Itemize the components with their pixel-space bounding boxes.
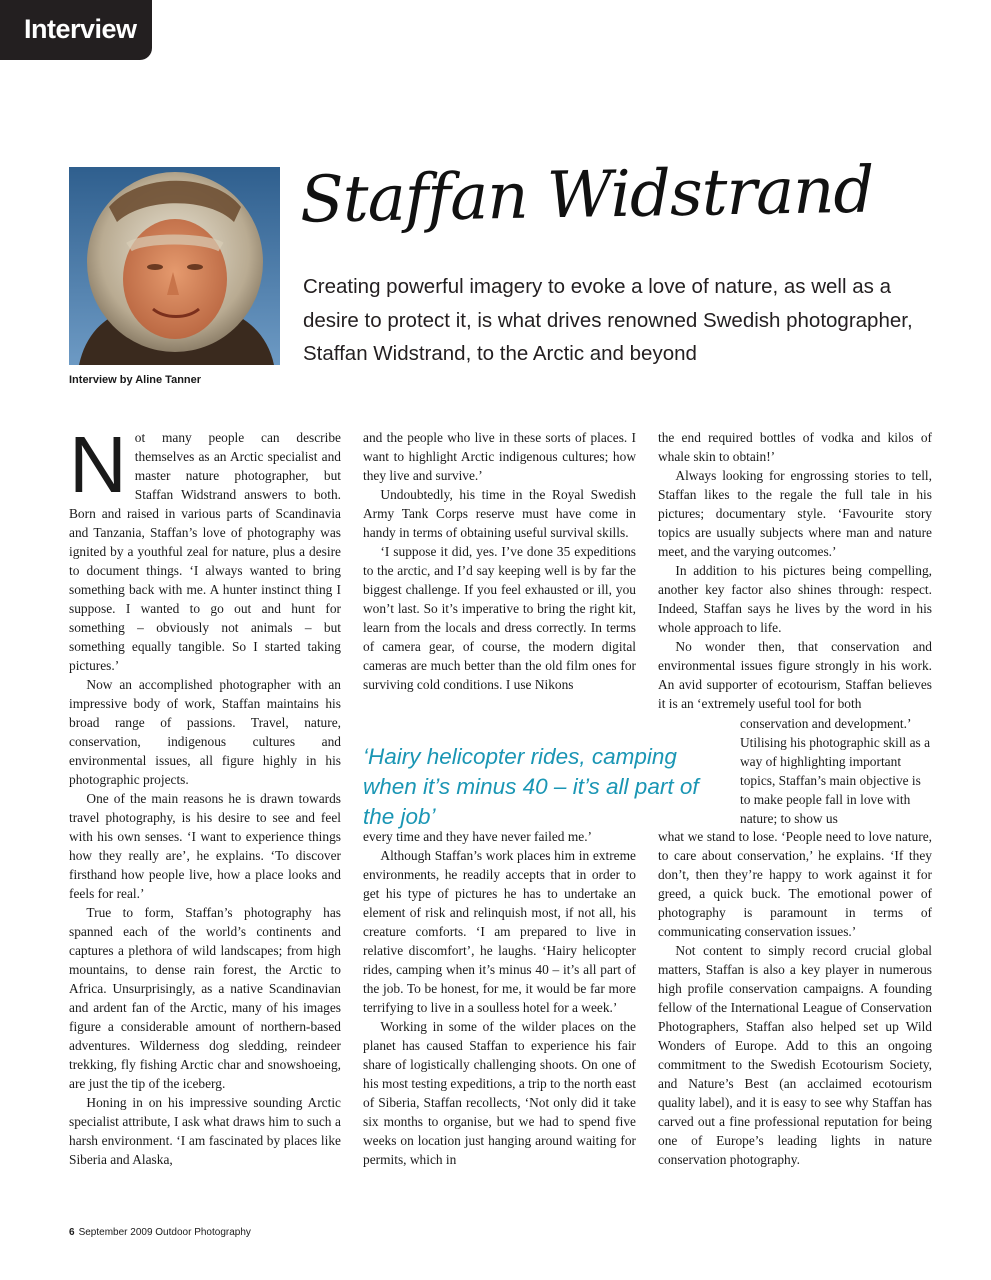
paragraph: One of the main reasons he is drawn towards travel photography, is his desire to see and feel with his own senses. ‘I want to experience things how they really are’, he explains. ‘To discover firsthand how people live, how a place looks and feels for real.’ [69,791,341,901]
paragraph: Undoubtedly, his time in the Royal Swedish Army Tank Corps reserve must have come in handy in terms of obtaining useful survival skills. [363,487,636,540]
paragraph: True to form, Staffan’s photography has spanned each of the world’s continents and captures a plethora of wild landscapes; from high mountains, to dense rain forest, the Arctic to Africa. Unsurprisingly, as a native Scandinavian and ardent fan of the Arctic, many of his images figure a considerable amount of northern-based adventures. Wilderness dog sledding, reindeer trekking, fly fishing Arctic char and snowshoeing, are just the tip of the iceberg. [69,905,341,1091]
portrait-photo [69,167,280,365]
column-2-top [363,428,636,728]
paragraph: the end required bottles of vodka and kilos of whale skin to obtain!’ [658,430,932,464]
paragraph [69,420,341,675]
paragraph: Always looking for engrossing stories to tell, Staffan likes to the regale the full tale in his pictures; documentary style. ‘Favourite story topics are usually subjects where man and nature meet, and the varying outcomes.’ [658,468,932,559]
section-tab-label: Interview [24,14,137,44]
drop-cap: N [69,420,127,509]
column-3-bottom [658,827,932,1187]
column-3-top [658,428,932,711]
paragraph: Working in some of the wilder places on the planet has caused Staffan to experience his fair share of logistically challenging shoots. On one of his most testing expeditions, a trip to the north east of Siberia, Staffan recollects, ‘Not only did it take six months to organise, but we had to spend five weeks on location just hanging around waiting for permits, which in [363,1019,636,1167]
section-tab [0,0,152,60]
paragraph-text: ot many people can describe themselves as an Arctic specialist and master nature photographer, but Staffan Widstrand answers to both. Born and raised in various parts of Scandinavia and Tanzania, Staffan’s love of photography was ignited by a youthful zeal for nature, plus a desire to document things. ‘I always wanted to bring something back with me. A hunter instinct thing I suppose. I wanted to go out and hunt for something – obviously not animals – but something equally tangible. So I started taking pictures.’ [69,430,341,673]
paragraph: ‘I suppose it did, yes. I’ve done 35 expeditions to the arctic, and I’d say keeping well is by far the biggest challenge. If you feel exhausted or ill, you won’t last. So it’s imperative to bring the right kit, learn from the locals and dress correctly. In terms of camera gear, of course, the modern digital cameras are much better than the old film ones for surviving cold conditions. I use Nikons [363,544,636,692]
column-3-wrapped-text: conservation and development.’ Utilising his photographic skill as a way of highlighting important topics, Staffan’s main objective is to make people fall in love with nature; to show us [740,716,931,826]
column-2-bottom [363,827,636,1187]
paragraph: what we stand to lose. ‘People need to love nature, to care about conservation,’ he explains. ‘If they don’t, then they’re happy to work against it for greed, a quick buck. The emotional power of photography is paramount in terms of communicating conservation issues.’ [658,829,932,939]
paragraph: Not content to simply record crucial global matters, Staffan is also a key player in numerous high profile conservation campaigns. A founding fellow of the International League of Conservation Photographers, Staffan also helped set up Wild Wonders of Europe. Add to this an ongoing commitment to the Swedish Ecotourism Society, and Nature’s Best (an acclaimed ecotourism quality label), and it is easy to see why Staffan has carved out a fine professional reputation for being one of Europe’s leading lights in nature conservation photography. [658,943,932,1167]
paragraph: No wonder then, that conservation and environmental issues figure strongly in his work. An avid supporter of ecotourism, Staffan believes it is an ‘extremely useful tool for both [658,639,932,711]
pull-quote: ‘Hairy helicopter rides, camping when it’s minus 40 – it’s all part of the job’ [363,744,699,829]
paragraph: and the people who live in these sorts of places. I want to highlight Arctic indigenous cultures; how they live and survive.’ [363,430,636,483]
article-title: Staffan Widstrand [299,153,875,238]
paragraph: Honing in on his impressive sounding Arctic specialist attribute, I ask what draws him to such a harsh environment. ‘I am fascinated by places like Siberia and Alaska, [69,1095,341,1167]
standfirst: Creating powerful imagery to evoke a love of nature, as well as a desire to protect it, is what drives renowned Swedish photographer, Staffan Widstrand, to the Arctic and beyond [303,275,913,365]
paragraph: Although Staffan’s work places him in extreme environments, he readily accepts that in order to get his type of pictures he has to undertake an element of risk and relinquish most, if not all, his creature comforts. ‘I am prepared to live in relative discomfort’, he laughs. ‘Hairy helicopter rides, camping when it’s minus 40 – it’s all part of the job. To be honest, for me, it would be far more terrifying to live in a soulless hotel for a week.’ [363,848,636,1015]
page-number: 6 [69,1227,75,1238]
footer-text: September 2009 Outdoor Photography [78,1227,251,1238]
paragraph: Now an accomplished photographer with an impressive body of work, Staffan maintains his broad range of passions. Travel, nature, conservation, indigenous cultures and environmental issues, all figure highly in his photographic projects. [69,677,341,787]
column-1 [69,420,341,1188]
interview-credit: Interview by Aline Tanner [69,374,202,386]
page-footer [69,1227,251,1238]
paragraph: every time and they have never failed me.’ [363,829,593,844]
paragraph: In addition to his pictures being compelling, another key factor also shines through: respect. Indeed, Staffan says he lives by the word in his whole approach to life. [658,563,932,635]
